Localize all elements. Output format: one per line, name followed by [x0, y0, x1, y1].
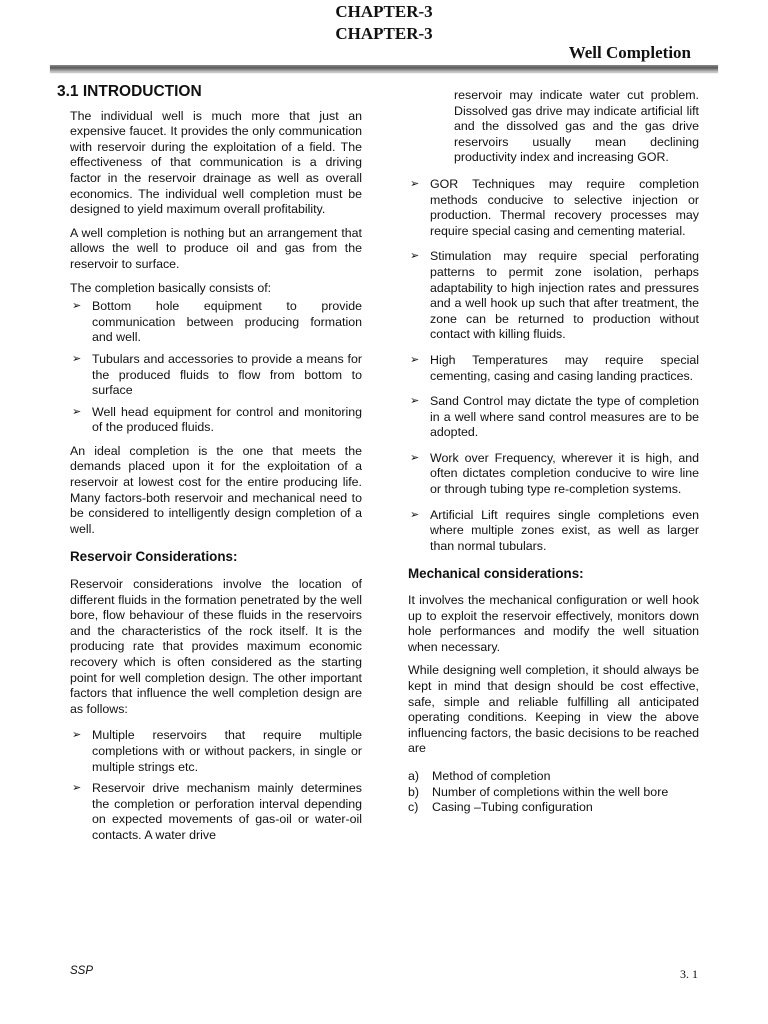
section-running-title: Well Completion: [568, 43, 691, 62]
list-item: ➢ Multiple reservoirs that require multiple completions with or without packers, in single or multiple strings etc.: [72, 728, 362, 774]
basic-decisions-list: [408, 769, 699, 816]
list-item: ➢ Tubulars and accessories to provide a means for the produced fluids to flow from bottom to surface: [72, 351, 362, 398]
right-column: [408, 88, 699, 816]
arrow-bullet-icon: ➢: [410, 353, 420, 366]
arrow-bullet-icon: ➢: [72, 352, 82, 365]
intro-paragraph-2: A well completion is nothing but an arrangement that allows the well to produce oil and gas from the reservoir to surface.: [70, 225, 362, 271]
reservoir-subheading: Reservoir Considerations:: [70, 549, 238, 565]
list-item: ➢ Work over Frequency, wherever it is high, and often dictates completion conducive to wire line or through tubing type re-completion systems.: [410, 450, 699, 497]
page-number: 3. 1: [680, 967, 698, 981]
list-item: a) Method of completion: [408, 768, 551, 783]
mechanical-paragraph-1: It involves the mechanical configuration or well hook up to exploit the reservoir effectively, monitors down hole performances and modify the well situation when necessary.: [408, 593, 699, 654]
list-item: ➢ Reservoir drive mechanism mainly determines the completion or perforation interval depending on expected movements of gas-oil or water-oil contacts. A water drive: [72, 781, 362, 842]
list-item: b) Number of completions within the well bore: [408, 784, 669, 799]
intro-paragraph-4: An ideal completion is the one that meets the demands placed upon it for the exploitation of a reservoir at lowest cost for the entire producing life. Many factors-both reservoir and mechanical need to be considered to intelligently design completion of a well.: [70, 443, 362, 536]
arrow-bullet-icon: ➢: [410, 508, 420, 521]
section-heading: 3.1 INTRODUCTION: [57, 83, 202, 100]
footer-author: SSP: [70, 965, 94, 977]
header-rule: [50, 65, 718, 72]
list-item: ➢ Artificial Lift requires single completions even where multiple zones exist, as well as larger than normal tubulars.: [410, 507, 699, 553]
list-item: ➢ Stimulation may require special perforating patterns to permit zone isolation, perhaps adaptability to high injection rates and pressures and a well hook up such that after treatment, the zone can be returned to production without contact with killing fluids.: [410, 249, 699, 342]
arrow-bullet-icon: ➢: [72, 300, 82, 313]
list-item: ➢ High Temperatures may require special cementing, casing and casing landing practices.: [410, 352, 699, 383]
intro-paragraph-3: The completion basically consists of:: [70, 280, 272, 295]
arrow-bullet-icon: ➢: [410, 177, 420, 190]
list-item: ➢ GOR Techniques may require completion methods conducive to selective injection or production. Thermal recovery processes may require special casing and cementing material.: [410, 176, 699, 238]
influencing-factors-list: [408, 177, 699, 554]
arrow-bullet-icon: ➢: [72, 405, 82, 418]
reservoir-paragraph: Reservoir considerations involve the location of different fluids in the formation penetrated by the well bore, flow behaviour of these fluids in the reservoirs and the characteristics of the rock itself. It is the producing rate that provides maximum economic recovery which is often considered as the starting point for well completion design. The other important factors that influence the well completion design are as follows:: [70, 577, 362, 716]
mechanical-paragraph-2: While designing well completion, it should always be kept in mind that design should be cost effective, safe, simple and reliable fulfilling all anticipated operating conditions. Keeping in view the above influencing factors, the basic decisions to be reached are: [408, 663, 699, 756]
arrow-bullet-icon: ➢: [410, 250, 420, 263]
list-item: ➢ Sand Control may dictate the type of completion in a well where sand control measures are to be adopted.: [410, 394, 699, 440]
arrow-bullet-icon: ➢: [72, 729, 82, 742]
left-column: [57, 83, 362, 852]
list-item: ➢ Well head equipment for control and monitoring of the produced fluids.: [72, 404, 362, 435]
list-item: c) Casing –Tubing configuration: [408, 800, 593, 815]
list-item: ➢ Bottom hole equipment to provide communication between producing formation and well.: [72, 299, 362, 345]
reservoir-factors-list: [70, 728, 362, 843]
chapter-title-1: CHAPTER-3: [335, 2, 433, 21]
arrow-bullet-icon: ➢: [410, 451, 420, 464]
mechanical-subheading: Mechanical considerations:: [408, 566, 584, 582]
completion-components-list: [70, 299, 362, 436]
intro-paragraph-1: The individual well is much more that just an expensive faucet. It provides the only communication with reservoir during the exploitation of a field. The effectiveness of that communication is a driving factor in the reservoir drainage as well as overall economics. The individual well completion must be designed to yield maximum overall profitability.: [70, 108, 362, 217]
chapter-title-2: CHAPTER-3: [335, 24, 433, 43]
continued-paragraph: reservoir may indicate water cut problem. Dissolved gas drive may indicate artificial lift and the dissolved gas and the gas drive reservoirs usually mean declining productivity index and increasing GOR.: [454, 88, 699, 165]
arrow-bullet-icon: ➢: [72, 782, 82, 795]
arrow-bullet-icon: ➢: [410, 395, 420, 408]
